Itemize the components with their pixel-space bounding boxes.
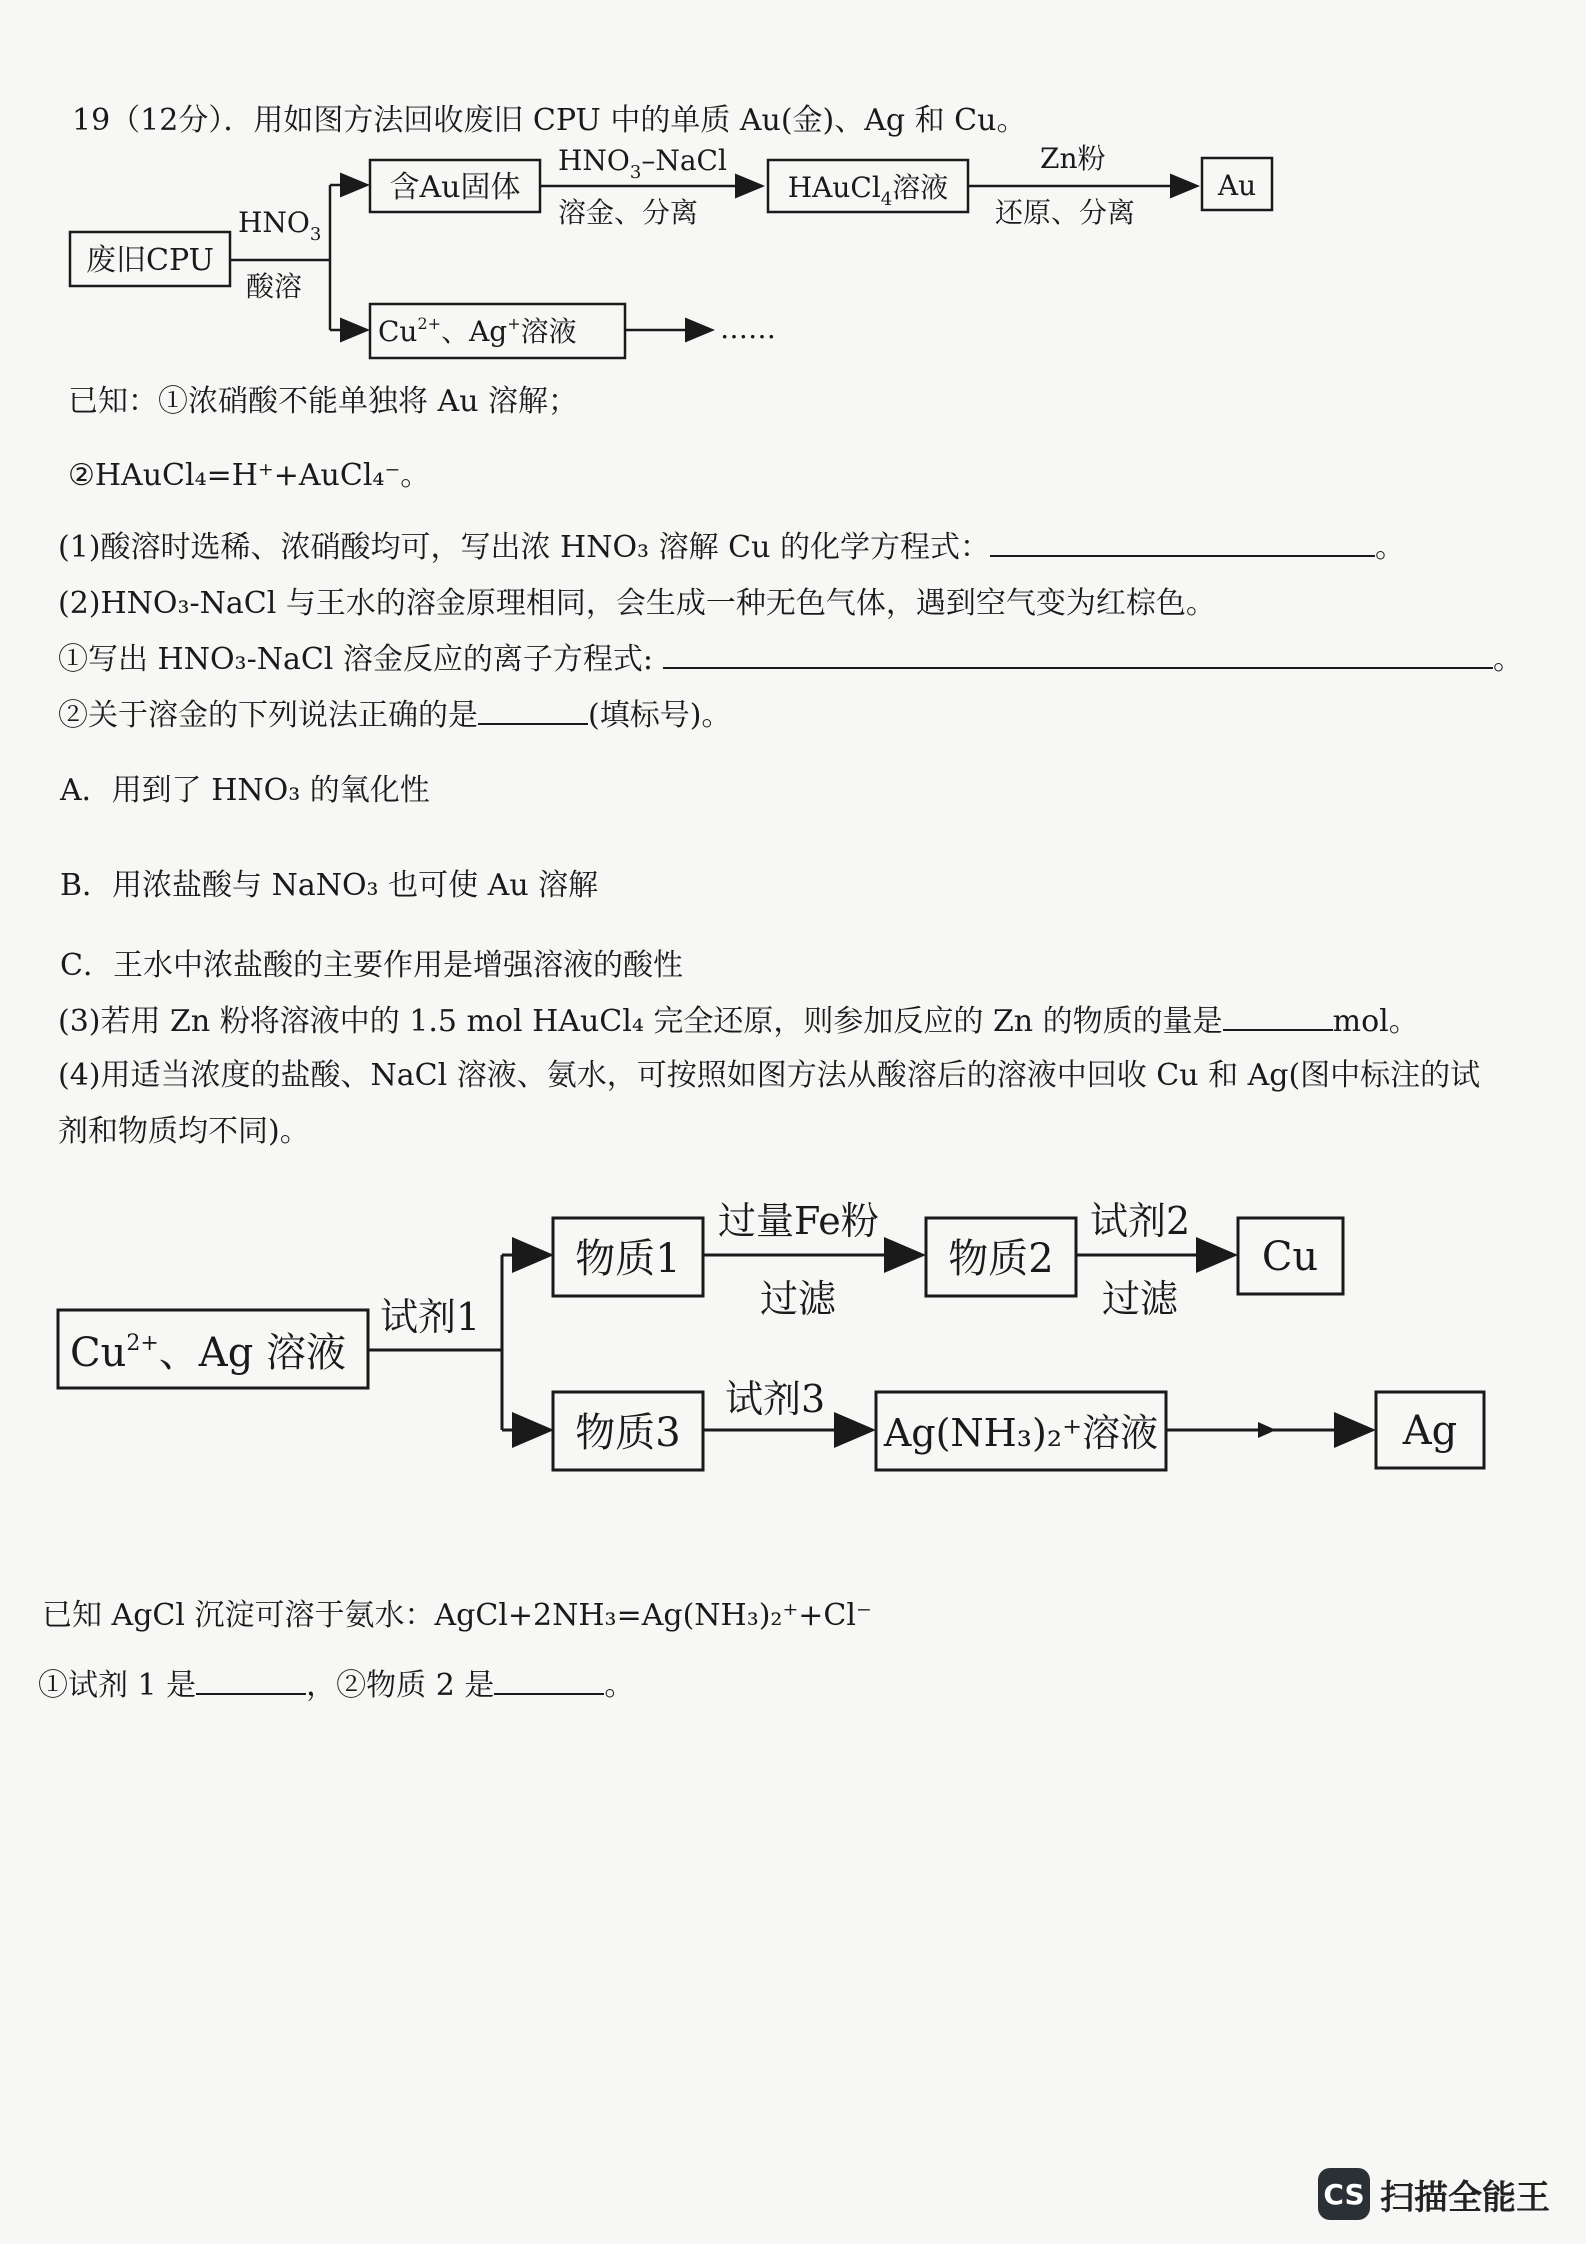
flow2-cu-label: Cu <box>1261 1234 1319 1280</box>
flow1-step3-reagent: Zn粉 <box>1040 142 1106 175</box>
question-3-text: (3)若用 Zn 粉将溶液中的 1.5 mol HAuCl₄ 完全还原，则参加反应的 Zn 的物质的量是 <box>58 1004 1223 1039</box>
flow1-step2-condition: 溶金、分离 <box>558 196 699 229</box>
option-b: B．用浓盐酸与 NaNO₃ 也可使 Au 溶解 <box>60 868 599 903</box>
flow1-step3-condition: 还原、分离 <box>995 196 1136 229</box>
answer-blank-1[interactable] <box>990 529 1375 557</box>
flow2-fe-condition: 过滤 <box>760 1277 837 1321</box>
known-2: ②HAuCl₄=H⁺+AuCl₄⁻。 <box>68 458 431 493</box>
flow2-ag-label: Ag <box>1402 1408 1458 1454</box>
camscanner-watermark <box>1318 2168 1550 2220</box>
flow2-mid-arrowhead <box>1258 1422 1276 1438</box>
flow1-ellipsis: …… <box>720 312 776 345</box>
final-question-1-text: ①试剂 1 是 <box>38 1668 197 1703</box>
answer-blank-reagent1[interactable] <box>196 1667 306 1695</box>
flowchart-1 <box>60 140 1300 370</box>
flow2-agnh3-label: Ag(NH₃)₂⁺溶液 <box>883 1411 1159 1455</box>
flowchart-2 <box>50 1190 1500 1510</box>
flow1-au-solid-label: 含Au固体 <box>389 170 521 205</box>
question-2: (2)HNO₃-NaCl 与王水的溶金原理相同，会生成一种无色气体，遇到空气变为红棕色。 <box>58 586 1216 621</box>
flow1-haucl4-label: HAuCl$_4$溶液 <box>787 171 949 210</box>
answer-blank-substance2[interactable] <box>494 1667 604 1695</box>
answer-blank-2-1[interactable] <box>663 641 1493 669</box>
flow2-reagent3: 试剂3 <box>725 1377 826 1421</box>
flow2-start-label: $Cu^{2+}$、Ag 溶液 <box>70 1330 347 1376</box>
flow1-step1-reagent: $HNO_3$ <box>238 206 322 245</box>
question-1-text: (1)酸溶时选稀、浓硝酸均可，写出浓 HNO₃ 溶解 Cu 的化学方程式： <box>58 530 990 565</box>
answer-blank-2-2[interactable] <box>478 697 588 725</box>
flow2-sub1-label: 物质1 <box>575 1236 681 1282</box>
question-4-line2: 剂和物质均不同)。 <box>58 1114 310 1149</box>
answer-blank-3[interactable] <box>1223 1003 1333 1031</box>
option-c: C．王水中浓盐酸的主要作用是增强溶液的酸性 <box>60 948 683 983</box>
question-4-line1: (4)用适当浓度的盐酸、NaCl 溶液、氨水，可按照如图方法从酸溶后的溶液中回收 Cu 和 Ag(图中标注的试 <box>58 1058 1481 1093</box>
flow1-cu-ag-label: $Cu^{2+}$、Ag+溶液 <box>378 314 577 348</box>
question-2-2-text: ②关于溶金的下列说法正确的是 <box>58 698 478 733</box>
flow1-au-label: Au <box>1217 169 1257 202</box>
flow2-fe-reagent: 过量Fe粉 <box>718 1199 879 1243</box>
question-3: (3)若用 Zn 粉将溶液中的 1.5 mol HAuCl₄ 完全还原，则参加反应的 Zn 的物质的量是 mol。 <box>58 1004 1419 1039</box>
question-2-1: ①写出 HNO₃-NaCl 溶金反应的离子方程式: 。 <box>58 642 1524 677</box>
flow1-start-label: 废旧CPU <box>86 243 214 278</box>
flow2-reagent2: 试剂2 <box>1090 1199 1191 1243</box>
option-a: A．用到了 HNO₃ 的氧化性 <box>60 773 430 808</box>
camscanner-logo: CS <box>1318 2168 1370 2220</box>
flow2-reagent2-condition: 过滤 <box>1102 1277 1179 1321</box>
question-2-2: ②关于溶金的下列说法正确的是 (填标号)。 <box>58 698 732 733</box>
flow1-step1-condition: 酸溶 <box>246 270 303 303</box>
final-question-2-text: ，②物质 2 是 <box>306 1668 495 1703</box>
question-2-1-text: ①写出 HNO₃-NaCl 溶金反应的离子方程式: <box>58 642 654 677</box>
flow2-sub3-label: 物质3 <box>575 1410 681 1456</box>
question-1: (1)酸溶时选稀、浓硝酸均可，写出浓 HNO₃ 溶解 Cu 的化学方程式： 。 <box>58 530 1405 565</box>
question-intro: 19（12分）．用如图方法回收废旧 CPU 中的单质 Au(金)、Ag 和 Cu。 <box>72 103 1027 138</box>
camscanner-text: 扫描全能王 <box>1380 2177 1550 2218</box>
flow2-sub2-label: 物质2 <box>948 1236 1054 1282</box>
final-question: ①试剂 1 是 ，②物质 2 是 。 <box>38 1668 635 1703</box>
known-3: 已知 AgCl 沉淀可溶于氨水：AgCl+2NH₃=Ag(NH₃)₂⁺+Cl⁻ <box>42 1598 872 1633</box>
flow2-reagent1: 试剂1 <box>380 1295 481 1339</box>
known-1: 已知：①浓硝酸不能单独将 Au 溶解； <box>68 384 579 419</box>
flow1-step2-reagent: $HNO_3$–NaCl <box>558 144 727 183</box>
